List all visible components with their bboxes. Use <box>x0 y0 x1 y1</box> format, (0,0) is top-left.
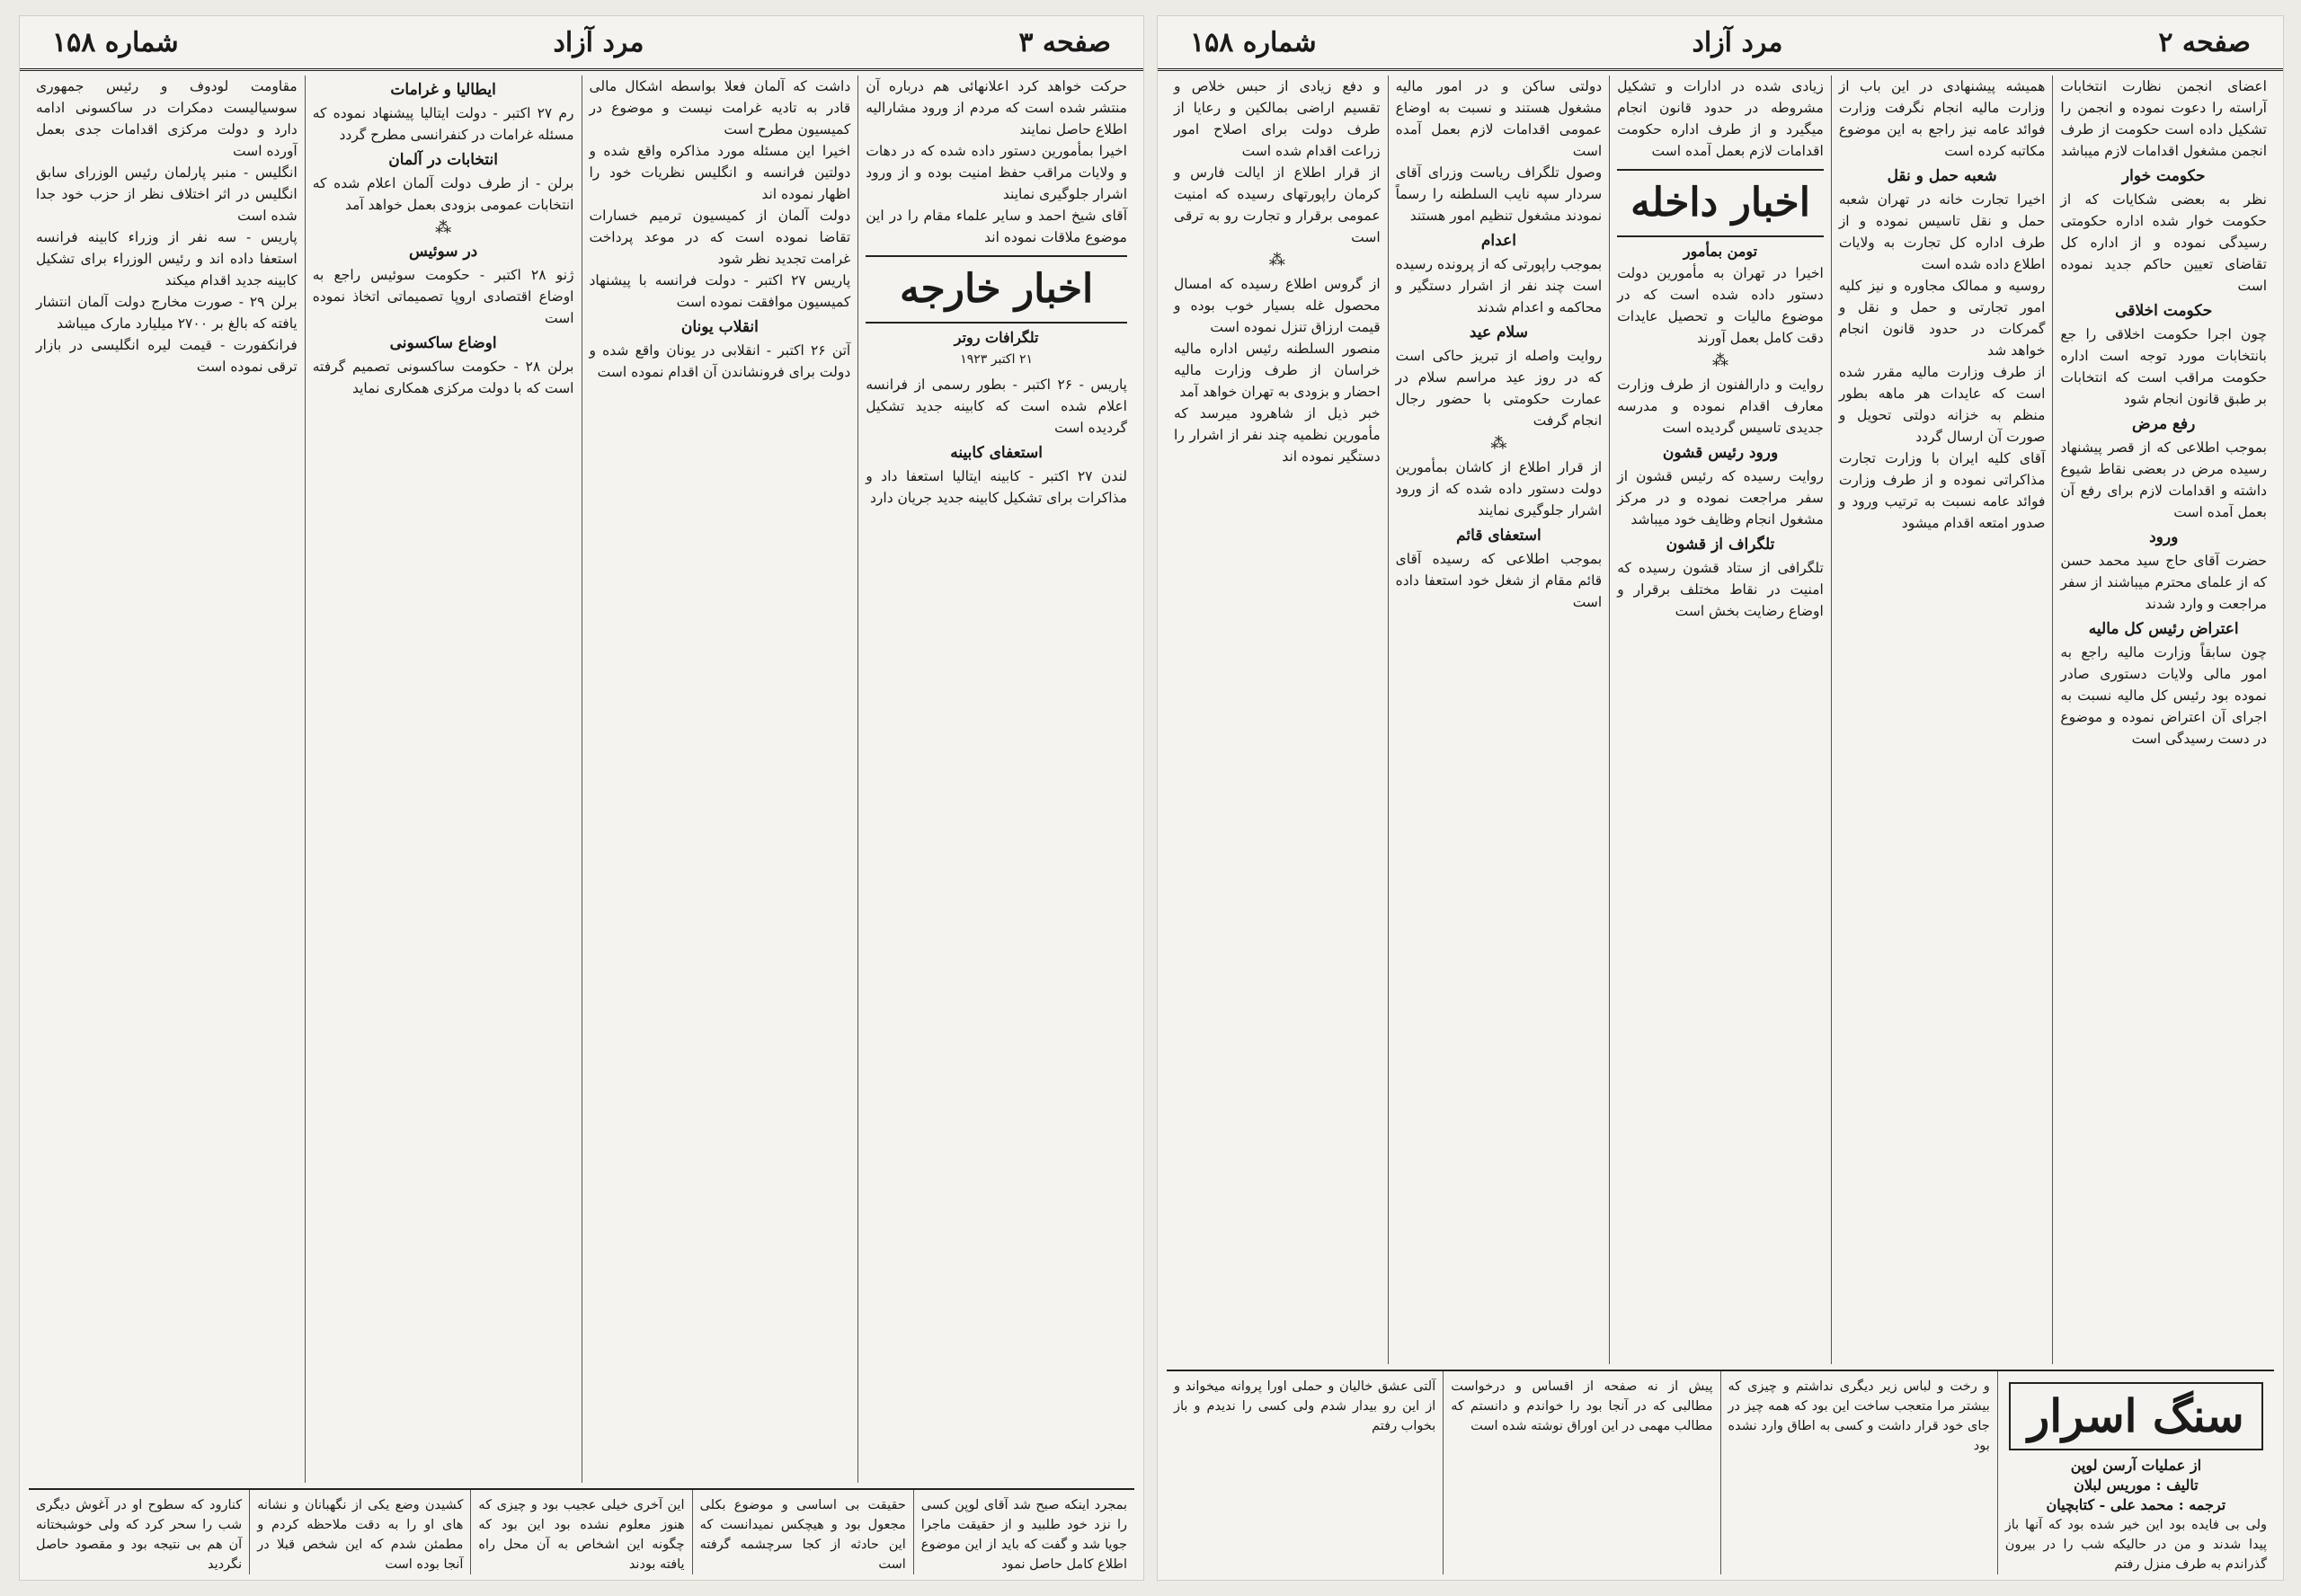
separator-ornament: ⁂ <box>435 218 452 237</box>
article-paragraph: نظر به بعضی شکایات که از حکومت خوار شده اداره حکومتی رسیدگی نموده و از اداره کل تقاضای تعیین حاکم جدید نموده است <box>2060 191 2267 294</box>
page-header <box>20 16 1143 71</box>
page-header <box>1158 16 2283 71</box>
article-paragraph: دولتی ساکن و در امور مالیه مشغول هستند و نسبت به اوضاع عمومی اقدامات لازم بعمل آمده است <box>1395 78 1603 159</box>
column <box>1609 75 1831 1364</box>
article-paragraph: روایت واصله از تبریز حاکی است که در روز عید مراسم سلام در عمارت حکومتی با حضور رجال انجام گرفت <box>1395 348 1603 429</box>
separator-ornament: ⁂ <box>1268 251 1285 270</box>
column <box>582 75 858 1483</box>
article-paragraph: حرکت خواهد کرد اعلانهائی هم درباره آن منتشر شده است که مردم از ورود مشارالیه اطلاع حاصل نمایند <box>866 78 1127 137</box>
article-paragraph: کنارود که سطوح او در آغوش دیگری شب را سحر کرد که ولی خوشبختانه آن هم بی نتیجه بود و مقصود حاصل نگردید <box>35 1498 243 1572</box>
article-paragraph: روایت رسیده که رئیس قشون از سفر مراجعت نموده و در مرکز مشغول انجام وظایف خود میباشد <box>1617 468 1824 528</box>
column <box>2052 75 2274 1364</box>
article-paragraph: برلن ۲۸ - حکومت ساکسونی تصمیم گرفته است که با دولت مرکزی همکاری نماید <box>312 359 574 396</box>
article-heading: رفع مرض <box>2132 415 2196 433</box>
article-paragraph: پاریس ۲۷ اکتبر - دولت فرانسه با پیشنهاد کمیسیون موافقت نموده است <box>589 272 851 310</box>
article-paragraph: فرانکفورت - قیمت لیره انگلیسی در بازار ترقی نموده است <box>36 337 298 375</box>
column <box>29 75 305 1483</box>
article-paragraph: آقای کلیه ایران با وزارت تجارت مذاکراتی نموده و از طرف وزارت فوائد عامه نسبت به ترتیب ورود و صدور امتعه اقدام میشود <box>1838 450 2046 531</box>
article-paragraph: آتن ۲۶ اکتبر - انقلابی در یونان واقع شده و دولت برای فرونشاندن آن اقدام نموده است <box>589 342 851 380</box>
article-paragraph: آقای شیخ احمد و سایر علماء مقام را در این موضوع ملاقات نموده اند <box>866 208 1127 245</box>
section-heading: اخبار داخله <box>1617 169 1824 237</box>
article-heading: اعدام <box>1480 232 1516 250</box>
column <box>305 75 582 1483</box>
article-paragraph: این آخری خیلی عجیب بود و چیزی که هنوز معلوم نشده بود این بود که چگونه این اشخاص به آن محل راه یافته بودند <box>478 1498 685 1572</box>
article-columns <box>1167 75 2274 1364</box>
article-heading: انتخابات در آلمان <box>388 151 498 169</box>
serial-title: سنگ اسرار <box>2009 1382 2263 1450</box>
article-paragraph: اخیرا این مسئله مورد مذاکره واقع شده و دولتین فرانسه و انگلیس نظریات خود را اظهار نموده اند <box>589 143 851 202</box>
article-heading: در سوئیس <box>408 243 478 261</box>
serial-column <box>29 1490 249 1574</box>
article-paragraph: پاریس - سه نفر از وزراء کابینه فرانسه استعفا داده اند و رئیس الوزراء برای تشکیل کابینه جدید اقدام میکند <box>36 229 298 288</box>
article-paragraph: اخیرا تجارت خانه در تهران شعبه حمل و نقل تاسیس نموده و از طرف اداره کل تجارت به ولایات اطلاع داده شده است <box>1838 191 2046 272</box>
article-paragraph: اخیرا بمأمورین دستور داده شده که در دهات و ولایات مراقب حفظ امنیت بوده و از ورود اشرار جلوگیری نمایند <box>866 143 1127 202</box>
article-paragraph: بمجرد اینکه صبح شد آقای لوپن کسی را نزد خود طلبید و از حقیقت ماجرا جویا شد و گفت که باید از این موضوع اطلاع کامل حاصل نمود <box>920 1498 1127 1572</box>
article-paragraph: چون اجرا حکومت اخلاقی را جع بانتخابات مورد توجه است اداره حکومت مراقب است که انتخابات بر طبق قانون انجام شود <box>2060 326 2267 407</box>
separator-ornament: ⁂ <box>1712 351 1729 370</box>
serial-strip <box>29 1488 1134 1574</box>
serial-subtitle: از عملیات آرسن لوپن <box>2070 1457 2202 1474</box>
article-paragraph: اعضای انجمن نظارت انتخابات آراسته را دعوت نموده و انجمن را تشکیل داده است حکومت از طرف انجمن مشغول اقدامات لازم میباشد <box>2060 78 2267 159</box>
serial-column <box>2005 1515 2267 1574</box>
article-paragraph: خبر ذیل از شاهرود میرسد که مأمورین نظمیه چند نفر از اشرار را دستگیر نموده اند <box>1174 405 1381 465</box>
article-heading: حکومت اخلاقی <box>2115 302 2213 320</box>
serial-column <box>692 1490 913 1574</box>
article-paragraph: برلن - از طرف دولت آلمان اعلام شده که انتخابات عمومی بزودی بعمل خواهد آمد <box>312 175 574 213</box>
serial-column <box>1720 1371 1997 1574</box>
article-heading: تلگراف از قشون <box>1666 536 1775 554</box>
article-paragraph: همیشه پیشنهادی در این باب از وزارت مالیه انجام نگرفت وزارت فوائد عامه نیز راجع به این موضوع مکاتبه کرده است <box>1838 78 2046 159</box>
paper-name: مرد آزاد <box>1692 26 1783 58</box>
article-paragraph: پاریس - ۲۶ اکتبر - بطور رسمی از فرانسه اعلام شده است که کابینه جدید تشکیل گردیده است <box>866 377 1127 436</box>
serial-translator: ترجمه : محمد علی - کتابچیان <box>2046 1496 2226 1513</box>
article-paragraph: حقیقت بی اساسی و موضوع بکلی مجعول بود و هیچکس نمیدانست که این حادثه از کجا سرچشمه گرفته است <box>699 1498 906 1572</box>
article-paragraph: انگلیس - منبر پارلمان رئیس الوزرای سابق انگلیس در اثر اختلاف نظر از حزب خود جدا شده است <box>36 164 298 224</box>
column <box>857 75 1134 1483</box>
article-paragraph: زیادی شده در ادارات و تشکیل مشروطه در حدود قانون انجام میگیرد و از طرف اداره حکومت اقدامات لازم بعمل آمده است <box>1617 78 1824 159</box>
article-paragraph: کشیدن وضع یکی از نگهبانان و نشانه های او را به دقت ملاحظه کردم و مطمئن شدم که این شخص قبلا در آنجا بوده است <box>257 1498 464 1572</box>
article-paragraph: پیش از نه صفحه از اقساس و درخواست مطالبی که در آنجا بود را خواندم و دانستم که مطالب مهمی در این اوراق نوشته شده است <box>1451 1379 1713 1433</box>
article-heading: ورود رئیس قشون <box>1662 444 1779 462</box>
article-paragraph: لندن ۲۷ اکتبر - کابینه ایتالیا استعفا داد و مذاکرات برای تشکیل کابینه جدید جریان دارد <box>866 468 1127 506</box>
article-paragraph: اخیرا در تهران به مأمورین دولت دستور داده شده است که در موضوع مالیات و تحصیل عایدات دقت کامل بعمل آورند <box>1617 265 1824 346</box>
separator-ornament: ⁂ <box>1490 434 1507 453</box>
article-heading: اوضاع ساکسونی <box>389 334 497 352</box>
serial-title-column <box>1997 1371 2274 1574</box>
article-paragraph: از گروس اطلاع رسیده که امسال محصول غله بسیار خوب بوده و قیمت ارزاق تنزل نموده است <box>1174 276 1381 335</box>
article-paragraph: روسیه و ممالک مجاوره و نیز کلیه امور تجارتی و حمل و نقل و گمرکات در حدود قانون انجام خواهد شد <box>1838 278 2046 359</box>
issue-number: شماره ۱۵۸ <box>52 26 179 58</box>
serial-column <box>249 1490 470 1574</box>
article-paragraph: بموجب راپورتی که از پرونده رسیده است چند نفر از اشرار دستگیر و محاکمه و اعدام شدند <box>1395 256 1603 315</box>
section-subheading: تلگرافات روتر <box>954 329 1039 346</box>
article-heading: سلام عید <box>1469 324 1528 341</box>
article-paragraph: از قرار اطلاع از کاشان بمأمورین دولت دستور داده شده که از ورود اشرار جلوگیری نمایند <box>1395 459 1603 519</box>
page-left <box>20 16 1143 1580</box>
article-paragraph: بموجب اطلاعی که رسیده آقای قائم مقام از شغل خود استعفا داده است <box>1395 551 1603 610</box>
dateline: ۲۱ اکتبر ۱۹۲۳ <box>960 352 1033 367</box>
serial-author: تالیف : موریس لبلان <box>2074 1476 2199 1494</box>
article-columns <box>29 75 1134 1483</box>
page-right <box>1158 16 2283 1580</box>
page-number: صفحه ۲ <box>2158 26 2251 58</box>
article-heading: شعبه حمل و نقل <box>1887 167 1997 185</box>
page-number: صفحه ۳ <box>1018 26 1111 58</box>
serial-column <box>1167 1371 1443 1574</box>
serial-column <box>1443 1371 1719 1574</box>
article-paragraph: برلن ۲۹ - صورت مخارج دولت آلمان انتشار یافته که بالغ بر ۲۷۰۰ میلیارد مارک میباشد <box>36 294 298 332</box>
article-paragraph: مقاومت لودوف و رئیس جمهوری سوسیالیست دمکرات در ساکسونی ادامه دارد و دولت مرکزی اقدامات جدی بعمل آورده است <box>36 78 298 159</box>
article-heading: اعتراض رئیس کل مالیه <box>2088 620 2239 638</box>
paper-name: مرد آزاد <box>553 26 644 58</box>
article-paragraph: و رخت و لباس زیر دیگری نداشتم و چیزی که بیشتر مرا متعجب ساخت این بود که همه چیز در جای خود قرار داشت و کسی به اطاق وارد نشده بود <box>1728 1379 1990 1453</box>
article-paragraph: و دفع زیادی از حبس خلاص و تقسیم اراضی بمالکین و رعایا از طرف دولت برای اصلاح امور زراعت اقدام شده است <box>1174 78 1381 159</box>
article-paragraph: وصول تلگراف ریاست وزرای آقای سردار سپه نایب السلطنه را رسماً نمودند مشغول تنظیم امور هستند <box>1395 164 1603 224</box>
article-paragraph: از طرف وزارت مالیه مقرر شده است که عایدات هر ماهه بطور منظم به خزانه دولتی تحویل و صورت آن ارسال گردد <box>1838 364 2046 445</box>
article-heading: ایطالیا و غرامات <box>390 81 496 99</box>
article-paragraph: تلگرافی از ستاد قشون رسیده که امنیت در نقاط مختلف برقرار و اوضاع رضایت بخش است <box>1617 560 1824 619</box>
article-paragraph: حضرت آقای حاج سید محمد حسن که از علمای محترم میباشند از سفر مراجعت و وارد شدند <box>2060 553 2267 612</box>
article-paragraph: داشت که آلمان فعلا بواسطه اشکال مالی قادر به تادیه غرامت نیست و موضوع در کمیسیون مطرح است <box>589 78 851 137</box>
article-paragraph: منصور السلطنه رئیس اداره مالیه خراسان از طرف وزارت مالیه احضار و بزودی به تهران خواهد آمد <box>1174 341 1381 400</box>
issue-number: شماره ۱۵۸ <box>1190 26 1317 58</box>
article-paragraph: رم ۲۷ اکتبر - دولت ایتالیا پیشنهاد نموده که مسئله غرامات در کنفرانسی مطرح گردد <box>312 105 574 143</box>
article-paragraph: آلتی عشق خالیان و حملی اورا پروانه میخواند و از این رو بیدار شدم ولی کسی را ندیدم و باز بخواب رفتم <box>1174 1379 1436 1433</box>
article-paragraph: روایت و دارالفنون از طرف وزارت معارف اقدام نموده و مدرسه جدیدی تاسیس گردیده است <box>1617 377 1824 436</box>
article-paragraph: چون سابقاً وزارت مالیه راجع به امور مالی ولایات دستوری صادر نموده بود رئیس کل مالیه نسبت به اجرای آن اعتراض نموده و موضوع در دست رسیدگی است <box>2060 644 2267 747</box>
article-paragraph: ژنو ۲۸ اکتبر - حکومت سوئیس راجع به اوضاع اقتصادی اروپا تصمیماتی اتخاذ نموده است <box>312 267 574 326</box>
article-heading: استعفای کابینه <box>950 444 1043 462</box>
column <box>1831 75 2053 1364</box>
column <box>1388 75 1610 1364</box>
section-subheading: تومن بمأمور <box>1683 243 1758 260</box>
serial-column <box>470 1490 691 1574</box>
section-heading: اخبار خارجه <box>866 255 1127 324</box>
article-paragraph: از قرار اطلاع از ایالت فارس و کرمان راپورتهای رسیده که امنیت عمومی برقرار و تجارت رو به ترقی است <box>1174 164 1381 245</box>
article-paragraph: بموجب اطلاعی که از قصر پیشنهاد رسیده مرض در بعضی نقاط شیوع داشته و اقدامات لازم برای رفع آن بعمل آمده است <box>2060 439 2267 520</box>
article-paragraph: دولت آلمان از کمیسیون ترمیم خسارات تقاضا نموده است که در موعد پرداخت غرامت تجدید نظر شود <box>589 208 851 267</box>
article-heading: استعفای قائم <box>1456 527 1541 545</box>
article-heading: ورود <box>2149 528 2179 546</box>
article-heading: حکومت خوار <box>2121 167 2206 185</box>
article-heading: انقلاب یونان <box>680 318 759 336</box>
serial-strip <box>1167 1370 2274 1574</box>
serial-column <box>913 1490 1134 1574</box>
column <box>1167 75 1388 1364</box>
article-paragraph: ولی بی فایده بود این خیر شده بود که آنها باز پیدا شدند و من در حالیکه شب را در بیرون گذراندم به طرف منزل رفتم <box>2004 1518 2267 1572</box>
